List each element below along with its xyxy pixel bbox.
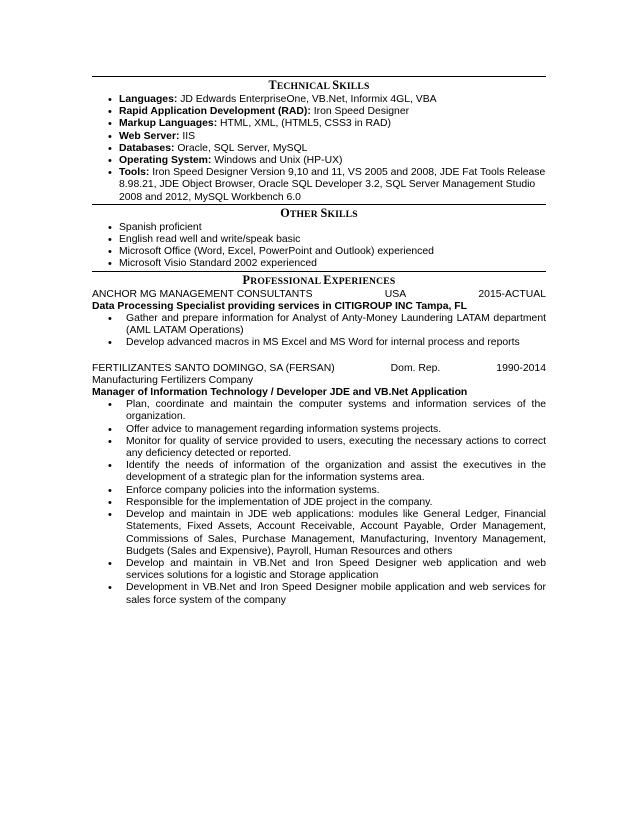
- list-item: [92, 131, 546, 143]
- heading-cap: O: [280, 205, 290, 220]
- company-name: FERTILIZANTES SANTO DOMINGO, SA (FERSAN): [92, 362, 335, 374]
- skill-label: Databases:: [119, 142, 175, 154]
- heading-cap: P: [242, 272, 251, 287]
- list-item: • Enforce company policies into the information systems.: [92, 485, 546, 497]
- job-period: 2015-ACTUAL: [478, 288, 546, 300]
- job-header: [92, 289, 546, 301]
- list-item: [92, 155, 546, 167]
- list-item: [92, 106, 546, 118]
- job-bullets: [92, 399, 546, 606]
- list-item: • Develop advanced macros in MS Excel and MS Word for internal process and reports: [92, 337, 546, 349]
- list-item: [92, 118, 546, 130]
- list-item: • Offer advice to management regarding information systems projects.: [92, 424, 546, 436]
- list-item: • Develop and maintain in JDE web applications: modules like General Ledger, Financial Statements, Fixed Assets, Account Receivable, Account Payable, Order Management, Commissions of Sales, Purchase Management, Manufacturing, Inventory Management, Budgets (Sales and Expensive), Payroll, Human Resources and others: [92, 509, 546, 558]
- heading-cap: T: [268, 78, 277, 92]
- job-location: Dom. Rep.: [390, 362, 441, 374]
- experiences-heading: [92, 271, 546, 289]
- list-item: • Gather and prepare information for Analyst of Anty-Money Laundering LATAM department (AML LATAM Operations): [92, 313, 546, 337]
- job-location: USA: [384, 288, 407, 300]
- skill-label: Rapid Application Development (RAD):: [119, 106, 311, 118]
- skill-label: Web Server:: [119, 130, 180, 142]
- skill-text: HTML, XML, (HTML5, CSS3 in RAD): [217, 118, 391, 130]
- company-subtitle: Manufacturing Fertilizers Company: [92, 374, 254, 386]
- heading-rest: ROFESSIONAL: [250, 275, 324, 287]
- skill-text: Oracle, SQL Server, MySQL: [174, 142, 308, 154]
- other-skills-heading: [92, 204, 546, 222]
- list-item: • Develop and maintain in VB.Net and Iron Speed Designer web application and web services solutions for a logistic and Storage application: [92, 558, 546, 582]
- job-title: Data Processing Specialist providing services in CITIGROUP INC Tampa, FL: [92, 300, 467, 312]
- job-bullets: [92, 313, 546, 350]
- other-skills-list: [92, 222, 546, 271]
- skill-label: Markup Languages:: [119, 118, 218, 130]
- list-item: • Microsoft Office (Word, Excel, PowerPoint and Outlook) experienced: [92, 246, 546, 258]
- list-item: [92, 143, 546, 155]
- skill-text: Iron Speed Designer: [310, 106, 410, 118]
- skill-text: IIS: [179, 130, 196, 142]
- list-item: • Identify the needs of information of the organization and assist the executives in the development of a strategic plan for the information systems area.: [92, 460, 546, 484]
- list-item: • English read well and write/speak basic: [92, 234, 546, 246]
- heading-rest: THER: [289, 208, 321, 220]
- skill-text: Iron Speed Designer Version 9,10 and 11, VS 2005 and 2008, JDE Fat Tools Release 8.98.21, JDE Object Browser, Oracle SQL Developer 3.2, SQL Server Management Studio 2008 and 2012, MySQL Workbench 6.0: [119, 167, 546, 203]
- job-period: 1990-2014: [496, 362, 546, 374]
- list-item: • Spanish proficient: [92, 222, 546, 234]
- job-title: Manager of Information Technology / Developer JDE and VB.Net Application: [92, 387, 468, 399]
- list-item: • Development in VB.Net and Iron Speed Designer mobile application and web services for sales force system of the company: [92, 582, 546, 606]
- job-header: [92, 363, 546, 375]
- skill-text: JD Edwards EnterpriseOne, VB.Net, Informix 4GL, VBA: [177, 94, 437, 105]
- heading-rest: KILLS: [327, 208, 358, 220]
- skill-label: Languages:: [119, 94, 178, 105]
- list-item: [92, 94, 546, 106]
- list-item: [92, 167, 546, 204]
- spacer: [92, 350, 546, 363]
- company-name: ANCHOR MG MANAGEMENT CONSULTANTS: [92, 288, 313, 300]
- resume-content: [92, 76, 546, 607]
- skill-label: Operating System:: [119, 155, 212, 167]
- heading-rest: XPERIENCES: [331, 275, 396, 287]
- heading-rest: KILLS: [339, 81, 370, 92]
- heading-cap: S: [320, 205, 328, 220]
- heading-cap: E: [323, 272, 332, 287]
- list-item: • Monitor for quality of service provided to users, executing the necessary actions to correct any deficiency detected or reported.: [92, 436, 546, 460]
- heading-rest: ECHNICAL: [276, 81, 333, 92]
- list-item: • Microsoft Visio Standard 2002 experienced: [92, 258, 546, 270]
- technical-skills-list: [92, 94, 546, 204]
- technical-skills-heading: [92, 76, 546, 94]
- list-item: • Plan, coordinate and maintain the computer systems and information services of the organization.: [92, 399, 546, 423]
- skill-text: Windows and Unix (HP-UX): [211, 155, 343, 167]
- skill-label: Tools:: [119, 167, 150, 179]
- list-item: • Responsible for the implementation of JDE project in the company.: [92, 497, 546, 509]
- heading-cap: S: [332, 78, 340, 92]
